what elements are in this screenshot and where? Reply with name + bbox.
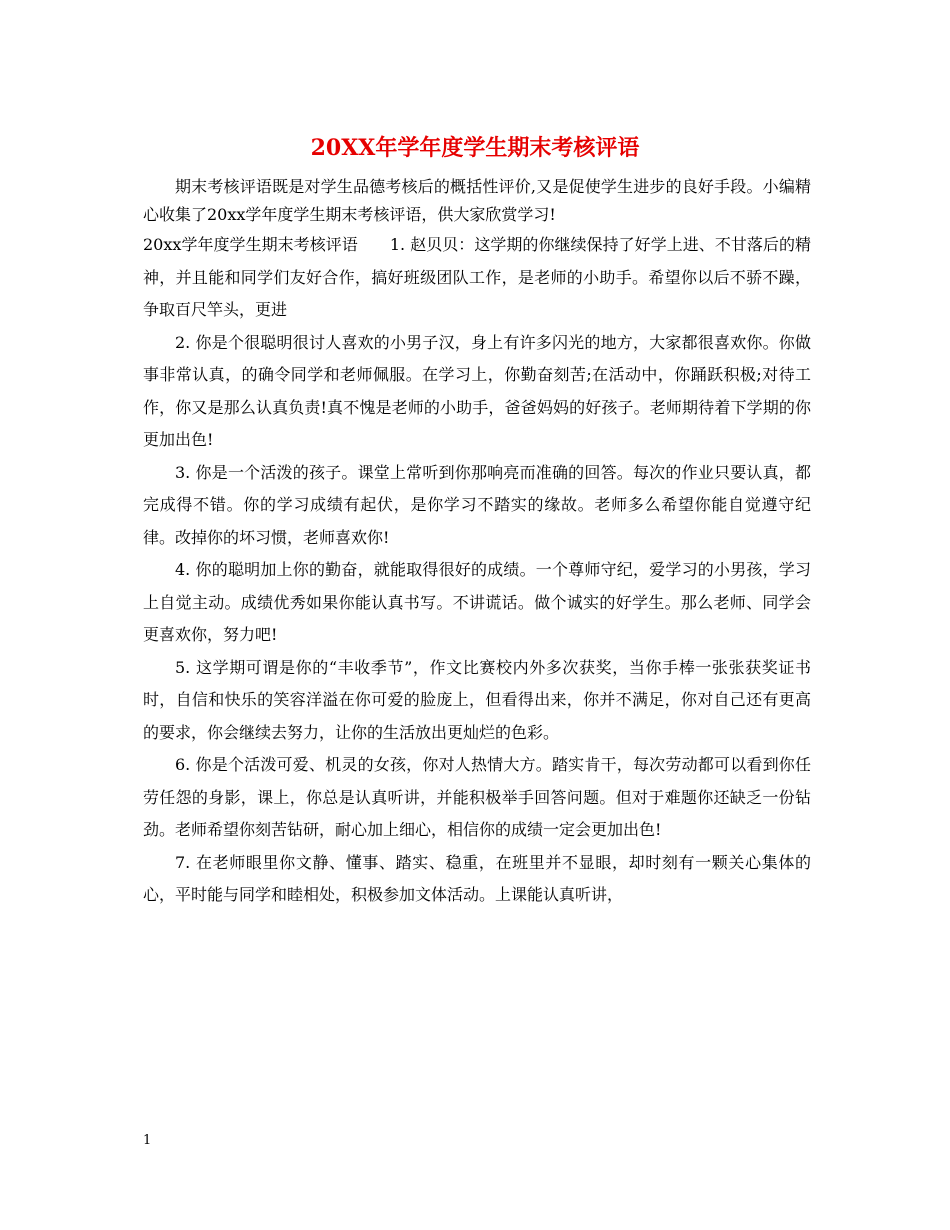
comment-5: 5. 这学期可谓是你的“丰收季节”，作文比赛校内外多次获奖，当你手棒一张张获奖证书时，自信和快乐的笑容洋溢在你可爱的脸庞上，但看得出来，你并不满足，你对自己还有更高的要求，你会继续去努力，让你的生活放出更灿烂的色彩。 — [143, 657, 811, 742]
intro-paragraph: 期末考核评语既是对学生品德考核后的概括性评价,又是促使学生进步的良好手段。小编精心收集了20xx学年度学生期末考核评语，供大家欣赏学习! — [143, 177, 811, 224]
page-number: 1 — [143, 1133, 152, 1148]
heading-gap — [358, 235, 390, 254]
comment-7: 7. 在老师眼里你文静、懂事、踏实、稳重，在班里并不显眼，却时刻有一颗关心集体的心，平时能与同学和睦相处，积极参加文体活动。上课能认真听讲， — [143, 852, 811, 904]
comment-2: 2. 你是个很聪明很讨人喜欢的小男子汉，身上有许多闪光的地方，大家都很喜欢你。你做事非常认真，的确令同学和老师佩服。在学习上，你勤奋刻苦;在活动中，你踊跃积极;对待工作，你又是那么认真负责!真不愧是老师的小助手，爸爸妈妈的好孩子。老师期待着下学期的你更加出色! — [143, 332, 811, 449]
comment-4: 4. 你的聪明加上你的勤奋，就能取得很好的成绩。一个尊师守纪，爱学习的小男孩，学习上自觉主动。成绩优秀如果你能认真书写。不讲谎话。做个诚实的好学生。那么老师、同学会更喜欢你，努力吧! — [143, 560, 811, 644]
section-heading: 20xx学年度学生期末考核评语 — [143, 235, 358, 254]
document-body — [143, 173, 811, 912]
page-title: 20XX年学年度学生期末考核评语 — [310, 135, 640, 161]
comment-6: 6. 你是个活泼可爱、机灵的女孩，你对人热情大方。踏实肯干，每次劳动都可以看到你任劳任怨的身影，课上，你总是认真听讲，并能积极举手回答问题。但对于难题你还缺乏一份钻劲。老师希望你刻苦钻研，耐心加上细心，相信你的成绩一定会更加出色! — [143, 755, 811, 839]
comment-1: 1. 赵贝贝：这学期的你继续保持了好学上进、不甘落后的精神，并且能和同学们友好合作，搞好班级团队工作，是老师的小助手。希望你以后不骄不躁，争取百尺竿头，更进 — [143, 235, 811, 319]
comment-3: 3. 你是一个活泼的孩子。课堂上常听到你那响亮而准确的回答。每次的作业只要认真，都完成得不错。你的学习成绩有起伏，是你学习不踏实的缘故。老师多么希望你能自觉遵守纪律。改掉你的坏习惯，老师喜欢你! — [143, 462, 811, 547]
first-comment-paragraph — [143, 229, 811, 327]
